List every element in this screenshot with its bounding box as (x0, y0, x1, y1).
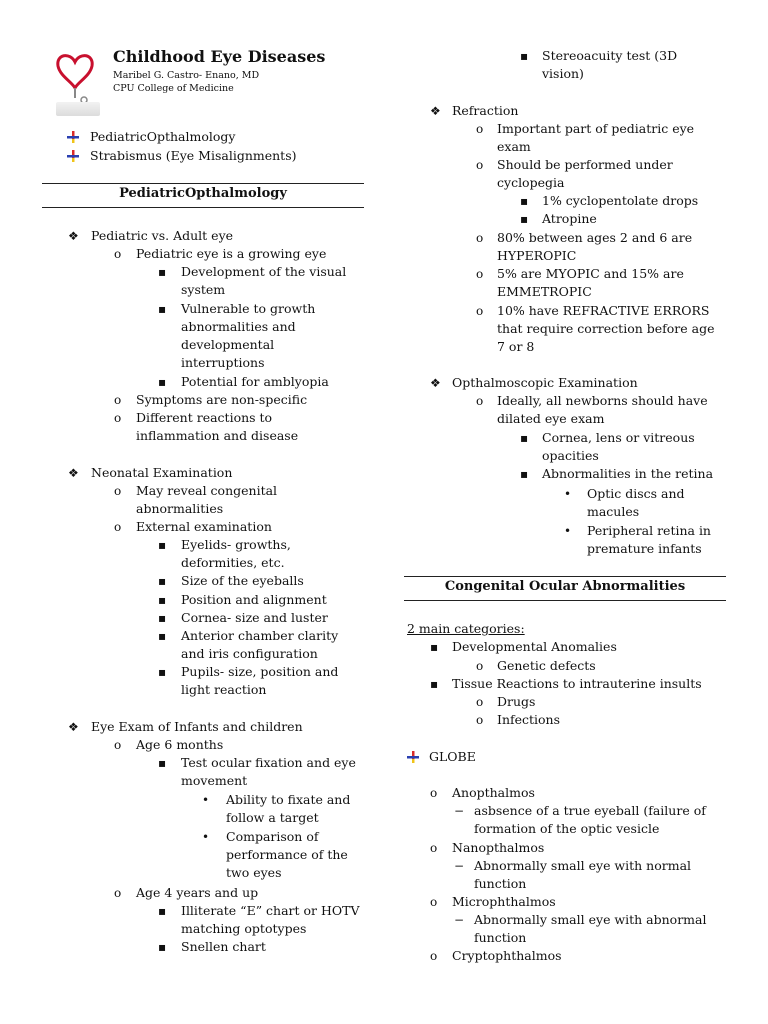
circle-bullet: o (114, 484, 122, 498)
dash-bullet: − (454, 804, 465, 818)
list-item: Position and alignment (181, 592, 327, 607)
list-item: abnormalities (136, 501, 224, 516)
list-item: Infections (497, 712, 561, 727)
list-item: Cornea- size and luster (181, 610, 328, 625)
circle-bullet: o (430, 949, 438, 963)
circle-bullet: o (476, 713, 484, 727)
list-item: Vulnerable to growth (181, 301, 316, 316)
list-item: Stereoacuity test (3D (542, 48, 678, 63)
list-item: Tissue Reactions to intrauterine insults (452, 676, 702, 691)
list-item: Cryptophthalmos (452, 948, 562, 963)
list-item: Neonatal Examination (91, 465, 233, 480)
list-item: function (474, 876, 527, 891)
section-title: PediatricOpthalmology (119, 186, 287, 201)
circle-bullet: o (114, 886, 122, 900)
list-item: 7 or 8 (497, 339, 535, 354)
logo-base (56, 102, 100, 116)
square-bullet: ▪ (430, 640, 439, 654)
list-item: Cornea, lens or vitreous (542, 430, 695, 445)
cross-bullet-icon (407, 751, 419, 763)
list-item: Nanopthalmos (452, 840, 545, 855)
list-item: abnormalities and (181, 319, 296, 334)
list-item: Abnormally small eye with abnormal (474, 912, 707, 927)
circle-bullet: o (476, 695, 484, 709)
square-bullet: ▪ (158, 756, 167, 770)
list-item: Size of the eyeballs (181, 573, 304, 588)
list-item: Microphthalmos (452, 894, 556, 909)
circle-bullet: o (476, 122, 484, 136)
square-bullet: ▪ (158, 593, 167, 607)
square-bullet: ▪ (158, 302, 167, 316)
list-item: Should be performed under (497, 157, 673, 172)
list-item: Ability to fixate and (226, 792, 351, 807)
list-item: formation of the optic vesicle (474, 821, 660, 836)
circle-bullet: o (114, 738, 122, 752)
list-item: Development of the visual (181, 264, 347, 279)
list-item: movement (181, 773, 248, 788)
dot-bullet: • (564, 487, 572, 501)
college: CPU College of Medicine (113, 83, 234, 94)
list-item: Refraction (452, 103, 519, 118)
list-item: that require correction before age (497, 321, 715, 336)
square-bullet: ▪ (520, 467, 529, 481)
dash-bullet: − (454, 859, 465, 873)
list-item: opacities (542, 448, 599, 463)
section-title: Congenital Ocular Abnormalities (444, 579, 686, 594)
list-item: Comparison of (226, 829, 319, 844)
list-item: Test ocular fixation and eye (181, 755, 356, 770)
list-item: 80% between ages 2 and 6 are (497, 230, 693, 245)
list-item: Genetic defects (497, 658, 596, 673)
circle-bullet: o (114, 393, 122, 407)
list-item: two eyes (226, 865, 282, 880)
square-bullet: ▪ (158, 629, 167, 643)
circle-bullet: o (476, 394, 484, 408)
list-item: Eye Exam of Infants and children (91, 719, 303, 734)
square-bullet: ▪ (158, 665, 167, 679)
circle-bullet: o (476, 158, 484, 172)
dot-bullet: • (564, 524, 572, 538)
list-item: Ideally, all newborns should have (497, 393, 708, 408)
list-item: function (474, 930, 527, 945)
list-item: Anterior chamber clarity (181, 628, 339, 643)
list-item: GLOBE (429, 749, 476, 764)
circle-bullet: o (476, 659, 484, 673)
circle-bullet: o (114, 411, 122, 425)
divider (42, 207, 364, 208)
list-item: Opthalmoscopic Examination (452, 375, 638, 390)
square-bullet: ▪ (520, 431, 529, 445)
list-item: premature infants (587, 541, 702, 556)
square-bullet: ▪ (158, 574, 167, 588)
square-bullet: ▪ (430, 677, 439, 691)
square-bullet: ▪ (158, 265, 167, 279)
circle-bullet: o (430, 895, 438, 909)
list-item: 10% have REFRACTIVE ERRORS (497, 303, 710, 318)
list-item: Pediatric eye is a growing eye (136, 246, 327, 261)
list-item: Optic discs and (587, 486, 685, 501)
list-item: Potential for amblyopia (181, 374, 329, 389)
list-item: Atropine (542, 211, 597, 226)
toc-item: PediatricOpthalmology (90, 129, 236, 144)
square-bullet: ▪ (520, 212, 529, 226)
list-item: Age 6 months (136, 737, 224, 752)
subheading: 2 main categories: (407, 621, 525, 636)
list-item: follow a target (226, 810, 319, 825)
list-item: deformities, etc. (181, 555, 285, 570)
square-bullet: ▪ (158, 375, 167, 389)
list-item: Illiterate “E” chart or HOTV (181, 903, 360, 918)
square-bullet: ▪ (520, 194, 529, 208)
list-item: performance of the (226, 847, 348, 862)
list-item: HYPEROPIC (497, 248, 577, 263)
list-item: Peripheral retina in (587, 523, 711, 538)
list-item: Eyelids- growths, (181, 537, 291, 552)
list-item: light reaction (181, 682, 267, 697)
list-item: matching optotypes (181, 921, 307, 936)
divider (404, 576, 726, 577)
list-item: vision) (542, 66, 584, 81)
list-item: cyclopegia (497, 175, 565, 190)
list-item: macules (587, 504, 640, 519)
cross-bullet-icon (67, 131, 79, 143)
cross-bullet-icon (67, 150, 79, 162)
list-item: Symptoms are non-specific (136, 392, 308, 407)
diamond-bullet: ❖ (68, 466, 79, 480)
circle-bullet: o (114, 520, 122, 534)
divider (42, 183, 364, 184)
circle-bullet: o (476, 304, 484, 318)
page-title: Childhood Eye Diseases (113, 47, 326, 66)
circle-bullet: o (430, 786, 438, 800)
diamond-bullet: ❖ (430, 104, 441, 118)
list-item: Snellen chart (181, 939, 266, 954)
list-item: Important part of pediatric eye (497, 121, 695, 136)
list-item: exam (497, 139, 531, 154)
divider (404, 600, 726, 601)
list-item: and iris configuration (181, 646, 318, 661)
list-item: Drugs (497, 694, 536, 709)
list-item: Pediatric vs. Adult eye (91, 228, 234, 243)
list-item: developmental (181, 337, 275, 352)
list-item: EMMETROPIC (497, 284, 592, 299)
list-item: asbsence of a true eyeball (failure of (474, 803, 706, 818)
list-item: Different reactions to (136, 410, 273, 425)
dot-bullet: • (202, 793, 210, 807)
list-item: Pupils- size, position and (181, 664, 339, 679)
list-item: Anopthalmos (452, 785, 535, 800)
dot-bullet: • (202, 830, 210, 844)
circle-bullet: o (114, 247, 122, 261)
author: Maribel G. Castro- Enano, MD (113, 70, 260, 81)
list-item: Abnormally small eye with normal (474, 858, 692, 873)
square-bullet: ▪ (158, 611, 167, 625)
list-item: inflammation and disease (136, 428, 299, 443)
list-item: interruptions (181, 355, 265, 370)
diamond-bullet: ❖ (68, 229, 79, 243)
list-item: Abnormalities in the retina (542, 466, 714, 481)
list-item: dilated eye exam (497, 411, 605, 426)
list-item: 5% are MYOPIC and 15% are (497, 266, 684, 281)
list-item: Developmental Anomalies (452, 639, 617, 654)
dash-bullet: − (454, 913, 465, 927)
list-item: system (181, 282, 226, 297)
circle-bullet: o (476, 267, 484, 281)
square-bullet: ▪ (520, 49, 529, 63)
square-bullet: ▪ (158, 904, 167, 918)
toc-item: Strabismus (Eye Misalignments) (90, 148, 297, 163)
circle-bullet: o (430, 841, 438, 855)
list-item: External examination (136, 519, 272, 534)
list-item: May reveal congenital (136, 483, 278, 498)
diamond-bullet: ❖ (430, 376, 441, 390)
circle-bullet: o (476, 231, 484, 245)
list-item: 1% cyclopentolate drops (542, 193, 699, 208)
square-bullet: ▪ (158, 940, 167, 954)
diamond-bullet: ❖ (68, 720, 79, 734)
list-item: Age 4 years and up (136, 885, 259, 900)
square-bullet: ▪ (158, 538, 167, 552)
